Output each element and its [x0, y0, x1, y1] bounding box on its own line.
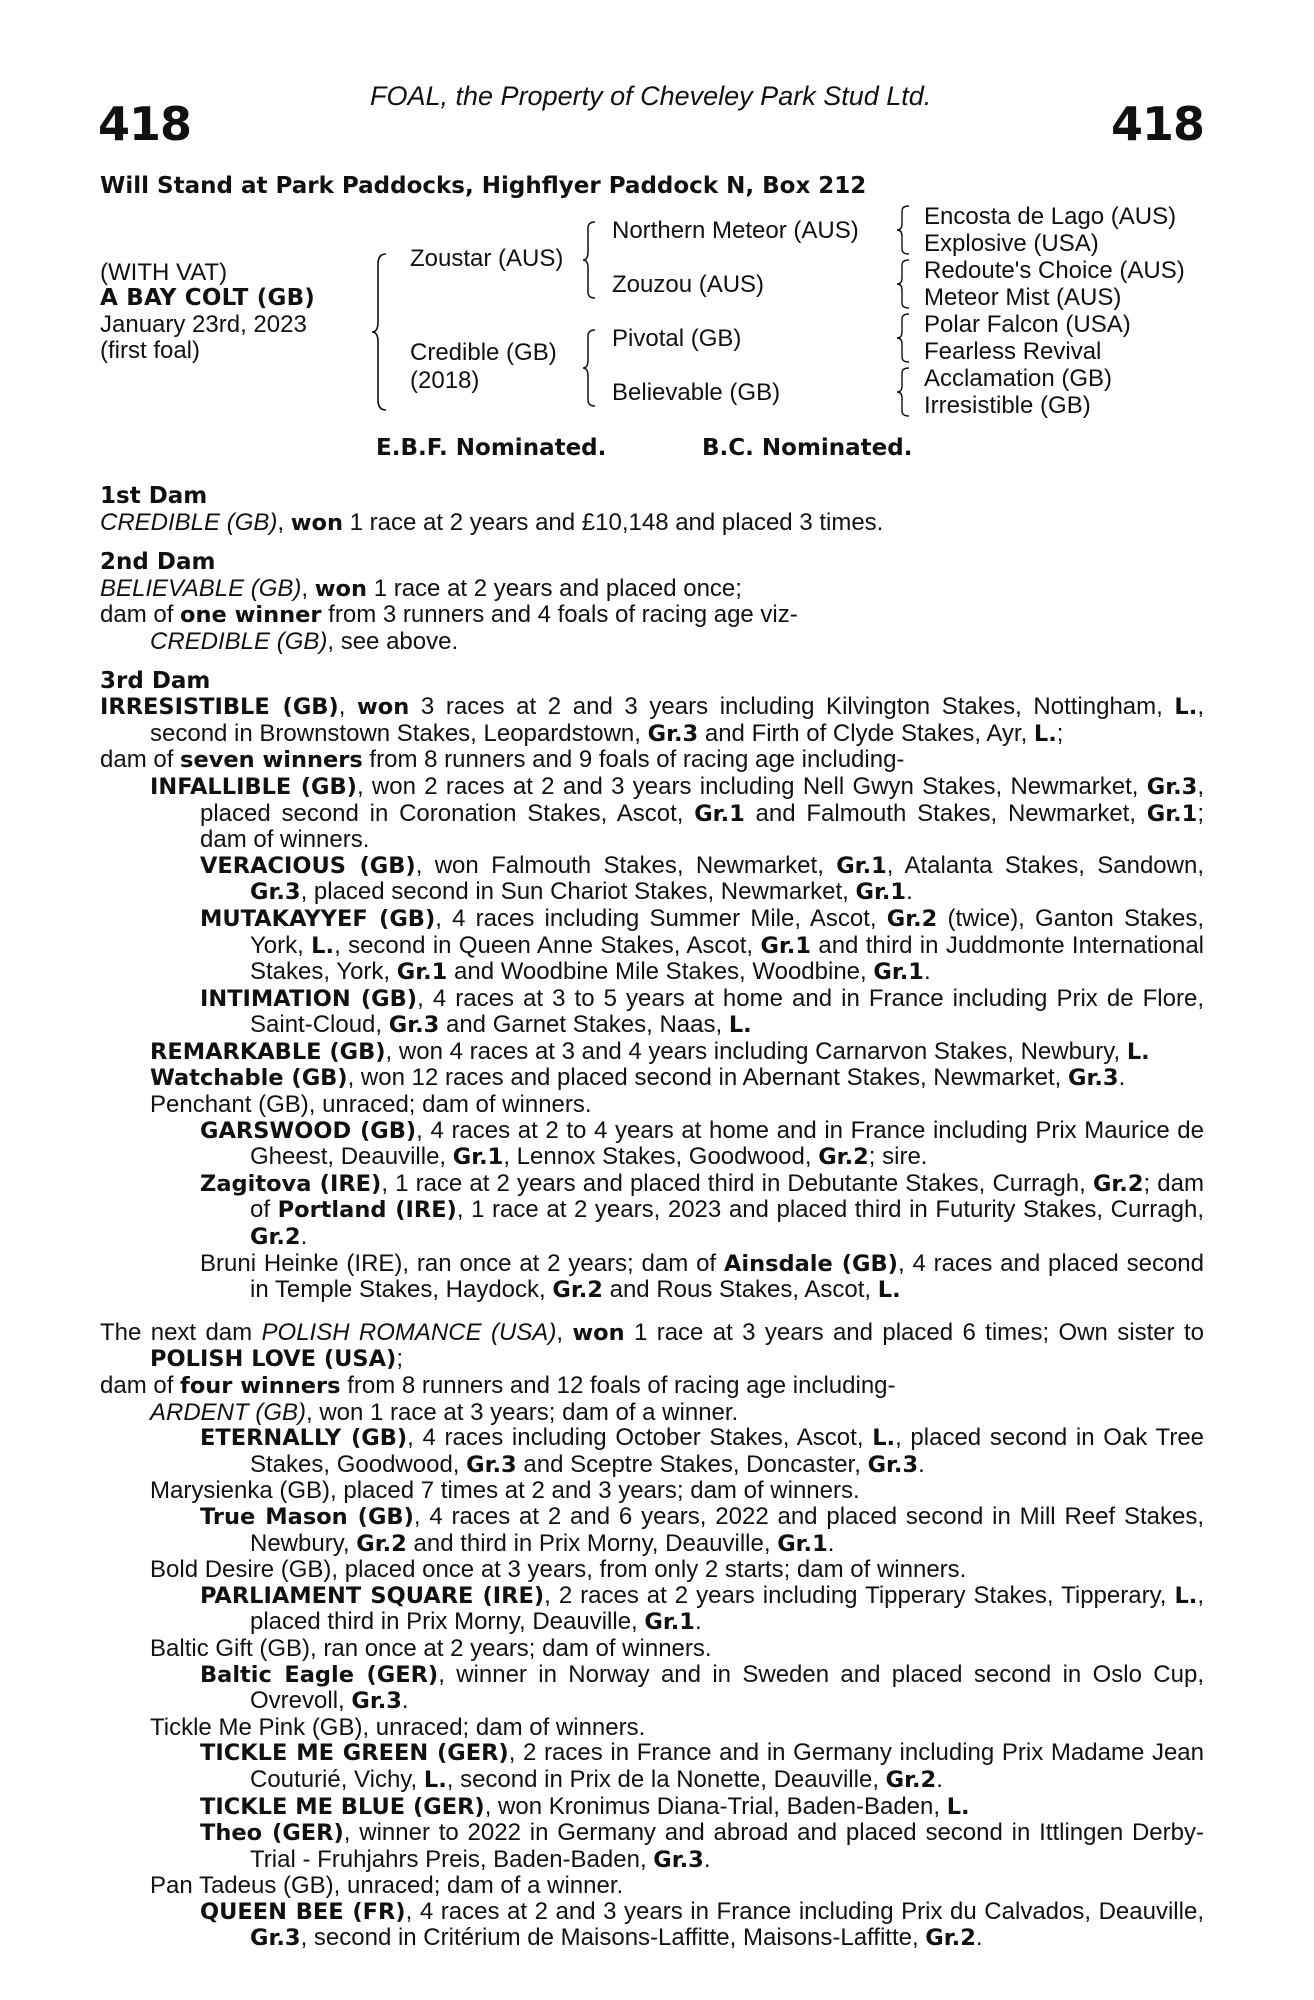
ggsire-3: Redoute's Choice (AUS) — [924, 257, 1185, 284]
ggdam-4: Meteor Mist (AUS) — [924, 284, 1122, 311]
ggdam-8: Irresistible (GB) — [924, 392, 1091, 419]
next-dam-text: The next dam POLISH ROMANCE (USA), won 1 race at 3 years and placed 6 times; Own sister to POLISH LOVE (USA); — [100, 1318, 1204, 1373]
produce-bruni-heinke: Bruni Heinke (IRE), ran once at 2 years; dam of Ainsdale (GB), 4 races and placed second in Temple Stakes, Haydock, Gr.2 and Rous Stakes, Ascot, L. — [200, 1249, 1204, 1304]
stand-location: Will Stand at Park Paddocks, Highflyer Paddock N, Box 212 — [100, 173, 867, 199]
produce-baltic-gift: Baltic Gift (GB), ran once at 2 years; dam of winners. — [150, 1634, 712, 1662]
produce-eternally: ETERNALLY (GB), 4 races including October Stakes, Ascot, L., placed second in Oak Tree Stakes, Goodwood, Gr.3 and Sceptre Stakes, Doncaster, Gr.3. — [200, 1424, 1205, 1478]
produce-zagitova: Zagitova (IRE), 1 race at 2 years and placed third in Debutante Stakes, Curragh, Gr.2; dam of Portland (IRE), 1 race at 2 years, 2023 and placed third in Futurity Stakes, Curragh, Gr.2. — [200, 1169, 1204, 1251]
produce-marysienka: Marysienka (GB), placed 7 times at 2 and 3 years; dam of winners. — [150, 1477, 860, 1505]
produce-infallible: INFALLIBLE (GB), won 2 races at 2 and 3 years including Nell Gwyn Stakes, Newmarket, Gr.3, placed second in Coronation Stakes, Ascot, Gr.1 and Falmouth Stakes, Newmarket, Gr.1; dam of winners. — [150, 772, 1204, 854]
main-brace-icon — [370, 252, 390, 412]
bc-nomination: B.C. Nominated. — [702, 435, 913, 461]
produce-parliament-square: PARLIAMENT SQUARE (IRE), 2 races at 2 years including Tipperary Stakes, Tipperary, L., placed third in Prix Morny, Deauville, Gr.1. — [200, 1581, 1204, 1636]
g78-brace-icon — [896, 366, 912, 418]
dam-sire: Pivotal (GB) — [612, 325, 742, 352]
produce-watchable: Watchable (GB), won 12 races and placed second in Abernant Stakes, Newmarket, Gr.3. — [150, 1064, 1126, 1092]
second-dam-produce: dam of one winner from 3 runners and 4 foals of racing age viz- — [100, 601, 798, 629]
dam-brace-icon — [582, 328, 598, 408]
ggsire-1: Encosta de Lago (AUS) — [924, 203, 1177, 230]
first-dam-text: CREDIBLE (GB), won 1 race at 2 years and £10,148 and placed 3 times. — [100, 508, 884, 536]
second-dam-foal: CREDIBLE (GB), see above. — [150, 627, 459, 655]
produce-mutakayyef: MUTAKAYYEF (GB), 4 races including Summer Mile, Ascot, Gr.2 (twice), Ganton Stakes, York, L., second in Queen Anne Stakes, Ascot, Gr.1 and third in Juddmonte International Stakes, York, Gr.1 and Woodbine Mile Stakes, Woodbine, Gr.1. — [200, 904, 1205, 986]
produce-true-mason: True Mason (GB), 4 races at 2 and 6 years, 2022 and placed second in Mill Reef Stakes, Newbury, Gr.2 and third in Prix Morny, Deauville, Gr.1. — [200, 1502, 1204, 1557]
sire-dam: Zouzou (AUS) — [612, 271, 765, 298]
dam-year: (2018) — [410, 367, 480, 394]
page-header: FOAL, the Property of Cheveley Park Stud Ltd. — [370, 81, 932, 111]
dam-dam: Believable (GB) — [612, 379, 781, 406]
produce-baltic-eagle: Baltic Eagle (GER), winner in Norway and in Sweden and placed second in Oslo Cup, Ovrevoll, Gr.3. — [200, 1660, 1204, 1715]
ggdam-6: Fearless Revival — [924, 338, 1102, 365]
produce-penchant: Penchant (GB), unraced; dam of winners. — [150, 1091, 592, 1119]
produce-garswood: GARSWOOD (GB), 4 races at 2 to 4 years at home and in France including Prix Maurice de Gheest, Deauville, Gr.1, Lennox Stakes, Goodwood, Gr.2; sire. — [200, 1116, 1204, 1171]
produce-tickle-me-pink: Tickle Me Pink (GB), unraced; dam of winners. — [150, 1713, 646, 1741]
third-dam-produce: dam of seven winners from 8 runners and 9 foals of racing age including- — [100, 746, 905, 774]
produce-veracious: VERACIOUS (GB), won Falmouth Stakes, Newmarket, Gr.1, Atalanta Stakes, Sandown, Gr.3, placed second in Sun Chariot Stakes, Newmarket, Gr.1. — [200, 851, 1204, 906]
g34-brace-icon — [896, 258, 912, 310]
sire-sire: Northern Meteor (AUS) — [612, 217, 859, 244]
next-dam-produce: dam of four winners from 8 runners and 12 foals of racing age including- — [100, 1372, 896, 1399]
lot-number-right: 418 — [1110, 97, 1204, 151]
produce-remarkable: REMARKABLE (GB), won 4 races at 3 and 4 years including Carnarvon Stakes, Newbury, L. — [150, 1037, 1150, 1065]
lot-number-left: 418 — [98, 97, 192, 151]
second-dam-text: BELIEVABLE (GB), won 1 race at 2 years and placed once; — [100, 574, 742, 602]
ggsire-5: Polar Falcon (USA) — [924, 311, 1131, 338]
produce-theo: Theo (GER), winner to 2022 in Germany and abroad and placed second in Ittlingen Derby-Trial - Fruhjahrs Preis, Baden-Baden, Gr.3. — [200, 1819, 1204, 1873]
g12-brace-icon — [896, 204, 912, 256]
g56-brace-icon — [896, 312, 912, 364]
produce-tickle-me-blue: TICKLE ME BLUE (GER), won Kronimus Diana-Trial, Baden-Baden, L. — [200, 1792, 970, 1820]
second-dam-heading: 2nd Dam — [100, 549, 216, 576]
third-dam-heading: 3rd Dam — [100, 667, 211, 694]
produce-bold-desire: Bold Desire (GB), placed once at 3 years, from only 2 starts; dam of winners. — [150, 1556, 967, 1584]
produce-record — [100, 484, 1204, 1952]
horse-vat: (WITH VAT) — [100, 259, 228, 286]
produce-queen-bee: QUEEN BEE (FR), 4 races at 2 and 3 years in France including Prix du Calvados, Deauville, Gr.3, second in Critérium de Maisons-Laffitte, Maisons-Laffitte, Gr.2. — [200, 1897, 1204, 1952]
third-dam-text: IRRESISTIBLE (GB), won 3 races at 2 and 3 years including Kilvington Stakes, Nottingham, L., second in Brownstown Stakes, Leopardstown, Gr.3 and Firth of Clyde Stakes, Ayr, L.; — [100, 693, 1204, 747]
ggsire-7: Acclamation (GB) — [924, 365, 1113, 392]
sire: Zoustar (AUS) — [410, 245, 564, 272]
horse-name: A BAY COLT (GB) — [100, 285, 316, 311]
sire-brace-icon — [582, 220, 598, 300]
produce-intimation: INTIMATION (GB), 4 races at 3 to 5 years at home and in France including Prix de Flore, Saint-Cloud, Gr.3 and Garnet Stakes, Naas, L. — [200, 984, 1204, 1039]
produce-tickle-me-green: TICKLE ME GREEN (GER), 2 races in France and in Germany including Prix Madame Jean Couturié, Vichy, L., second in Prix de la Nonette, Deauville, Gr.2. — [200, 1739, 1204, 1793]
produce-ardent: ARDENT (GB), won 1 race at 3 years; dam of a winner. — [150, 1398, 739, 1426]
ebf-nomination: E.B.F. Nominated. — [376, 435, 607, 461]
first-dam-heading: 1st Dam — [100, 483, 208, 509]
horse-foaled: January 23rd, 2023 — [100, 311, 307, 338]
horse-note: (first foal) — [100, 337, 201, 364]
produce-pan-tadeus: Pan Tadeus (GB), unraced; dam of a winner. — [150, 1872, 624, 1900]
dam: Credible (GB) — [410, 339, 557, 366]
ggdam-2: Explosive (USA) — [924, 230, 1099, 257]
